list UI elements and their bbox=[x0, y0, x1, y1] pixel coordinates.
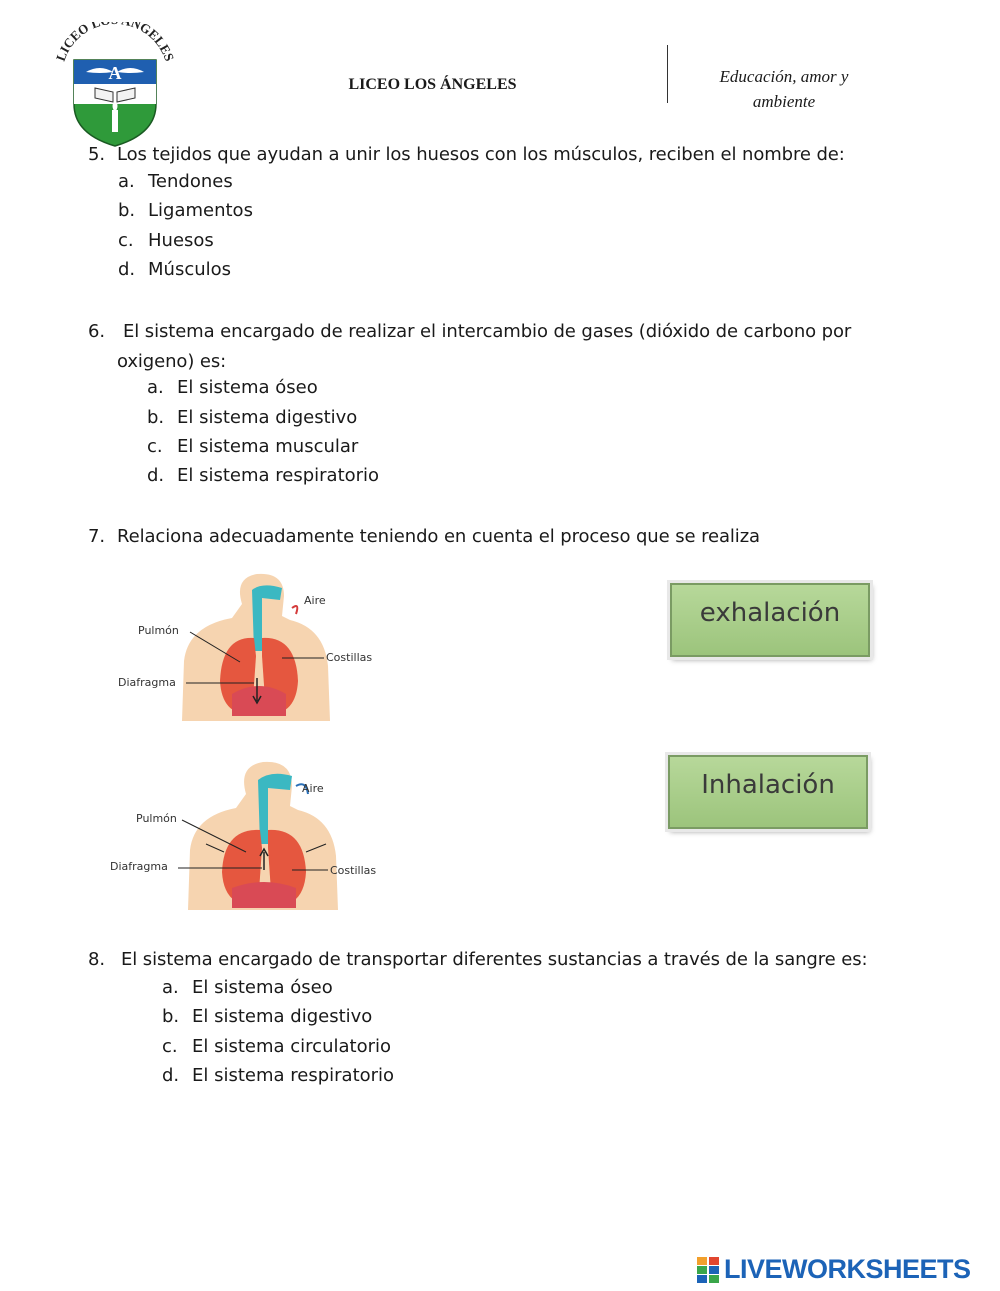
logo-letter: A bbox=[108, 63, 122, 83]
option-5d[interactable]: d. Músculos bbox=[118, 259, 232, 280]
question-6 bbox=[88, 317, 948, 376]
option-5c[interactable]: c. Huesos bbox=[118, 230, 214, 251]
question-7 bbox=[88, 522, 948, 552]
liveworksheets-brand[interactable] bbox=[697, 1255, 997, 1285]
question-5 bbox=[88, 140, 948, 170]
question-text: Los tejidos que ayudan a unir los huesos con los músculos, reciben el nombre de: bbox=[117, 144, 845, 165]
option-5a[interactable]: a. Tendones bbox=[118, 171, 233, 192]
question-text-line-1: El sistema encargado de realizar el intercambio de gases (dióxido de carbono por bbox=[123, 321, 852, 342]
motto-line-2: ambiente bbox=[752, 92, 816, 111]
label-lung: Pulmón bbox=[136, 812, 177, 825]
question-number: 7. bbox=[88, 526, 105, 547]
question-number: 8. bbox=[88, 949, 105, 970]
respiratory-diagram-1 bbox=[112, 566, 402, 721]
option-6c[interactable]: c. El sistema muscular bbox=[147, 436, 359, 457]
option-6a[interactable]: a. El sistema óseo bbox=[147, 377, 318, 398]
label-ribs: Costillas bbox=[330, 864, 377, 877]
option-8c[interactable]: c. El sistema circulatorio bbox=[162, 1036, 391, 1057]
liveworksheets-text: LIVEWORKSHEETS bbox=[724, 1254, 971, 1284]
option-6b[interactable]: b. El sistema digestivo bbox=[147, 407, 358, 428]
question-number: 5. bbox=[88, 144, 105, 165]
option-5b[interactable]: b. Ligamentos bbox=[118, 200, 253, 221]
option-8a[interactable]: a. El sistema óseo bbox=[162, 977, 333, 998]
label-lung: Pulmón bbox=[138, 624, 179, 637]
header-divider bbox=[667, 45, 668, 103]
respiratory-diagram-2 bbox=[106, 752, 406, 910]
label-diaphragm: Diafragma bbox=[110, 860, 168, 873]
question-text: Relaciona adecuadamente teniendo en cuenta el proceso que se realiza bbox=[117, 526, 760, 547]
option-8d[interactable]: d. El sistema respiratorio bbox=[162, 1065, 395, 1086]
option-8b[interactable]: b. El sistema digestivo bbox=[162, 1006, 373, 1027]
school-logo bbox=[50, 22, 180, 152]
option-6d[interactable]: d. El sistema respiratorio bbox=[147, 465, 380, 486]
answer-box-exhalation[interactable]: exhalación bbox=[670, 583, 870, 657]
logo-arc-text: LICEO L NGELES bbox=[52, 22, 178, 64]
liveworksheets-logo-icon bbox=[697, 1257, 721, 1283]
question-number: 6. bbox=[88, 321, 105, 342]
question-text-line-2: oxigeno) es: bbox=[117, 350, 227, 372]
answer-box-inhalation[interactable]: Inhalación bbox=[668, 755, 868, 829]
school-name: LICEO LOS ÁNGELES bbox=[348, 76, 517, 93]
label-air: Aire bbox=[304, 594, 326, 607]
label-air: Aire bbox=[302, 782, 324, 795]
question-text: El sistema encargado de transportar diferentes sustancias a través de la sangre es: bbox=[121, 949, 868, 970]
motto-line-1: Educación, amor y bbox=[719, 67, 849, 86]
svg-text:LICEO LOS ANGELES bbox=[53, 22, 177, 63]
school-motto bbox=[690, 64, 878, 114]
label-ribs: Costillas bbox=[326, 651, 373, 664]
question-8 bbox=[88, 945, 968, 975]
label-diaphragm: Diafragma bbox=[118, 676, 176, 689]
